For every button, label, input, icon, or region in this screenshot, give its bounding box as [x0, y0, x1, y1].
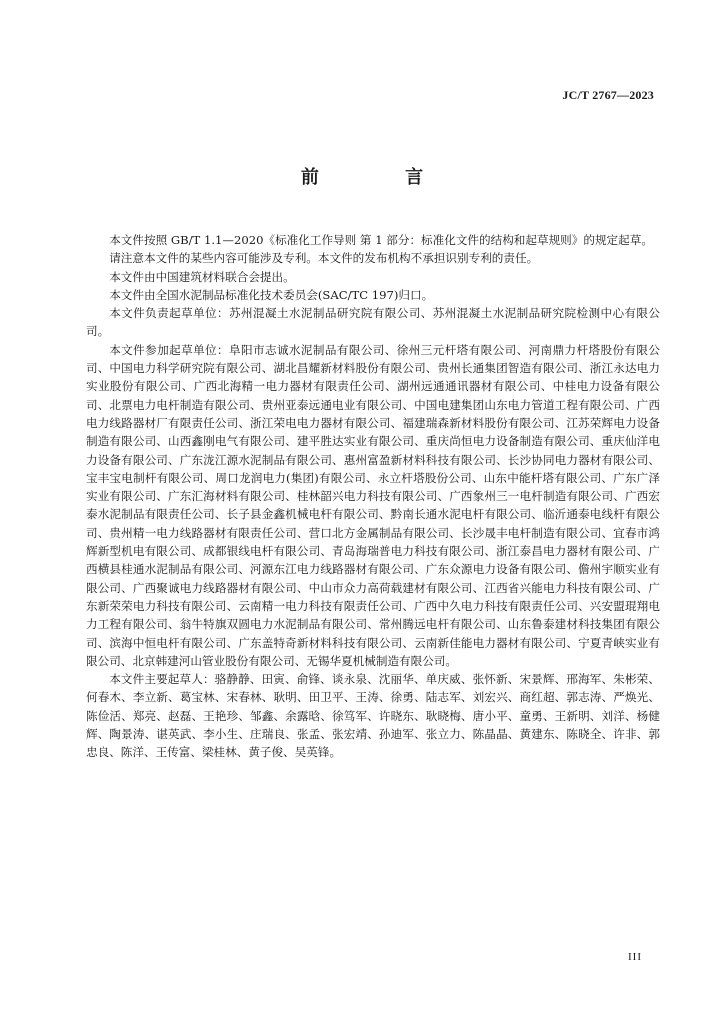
paragraph-participating-units: 本文件参加起草单位：阜阳市志诚水泥制品有限公司、徐州三元杆塔有限公司、河南鼎力杆塔股份有限公司、中国电力科学研究院有限公司、湖北昌耀新材料股份有限公司、贵州长通集团智造有限公司、浙江永达电力实业股份有限公司、广西北海精一电力器材有限责任公司、湖州远通通讯器材有限公司、中桂电力设备有限公司、北票电力电杆制造有限公司、贵州亚泰远通电业有限公司、中国电建集团山东电力管道工程有限公司、广西电力线路器材厂有限责任公司、浙江荣电电力器材有限公司、福建瑞森新材料股份有限公司、江苏荣辉电力设备制造有限公司、山西鑫刚电气有限公司、建平胜达实业有限公司、重庆尚恒电力设备制造有限公司、重庆仙洋电力设备有限公司、广东泷江源水泥制品有限公司、惠州富盈新材料科技有限公司、长沙协同电力器材有限公司、宝丰宝电制杆有限公司、周口龙润电力(集团)有限公司、永立杆塔股份公司、山东中能杆塔有限公司、广东广泽实业有限公司、广东汇海材料有限公司、桂林韶兴电力科技有限公司、广西象州三一电杆制造有限公司、广西宏泰水泥制品有限责任公司、长子县金鑫机械电杆有限公司、黔南长通水泥电杆有限公司、临沂通泰电线杆有限公司、贵州精一电力线路器材有限责任公司、营口北方金属制品有限公司、长沙晟丰电杆制造有限公司、宜春市鸿辉新型机电有限公司、成都银线电杆有限公司、青岛海瑞普电力科技有限公司、浙江泰昌电力器材有限公司、广西横县桂通水泥制品有限公司、河源东江电力线路器材有限公司、广东众源电力设备有限公司、儋州宇顺实业有限公司、广西聚诚电力线路器材有限公司、中山市众力高荷载建材有限公司、江西省兴能电力科技有限公司、广东新荣荣电力科技有限公司、云南精一电力科技有限责任公司、广西中久电力科技有限责任公司、兴安盟琨翔电力工程有限公司、翁牛特旗双圆电力水泥制品有限公司、常州腾远电杆有限公司、山东鲁泰建材科技集团有限公司、滨海中恒电杆有限公司、广东盖特奇新材料科技有限公司、云南新佳能电力器材有限公司、宁夏青峡实业有限公司、北京韩建河山管业股份有限公司、无锡华夏机械制造有限公司。 [86, 342, 660, 668]
standard-code: JC/T 2767—2023 [562, 88, 654, 102]
page-number: III [628, 951, 642, 963]
paragraph-drafting-rules: 本文件按照 GB/T 1.1—2020《标准化工作导则 第 1 部分：标准化文件的结构和起草规则》的规定起草。 [109, 233, 653, 247]
foreword-body [86, 231, 660, 762]
paragraph-main-drafters: 本文件主要起草人：骆静静、田寅、俞锋、谈永泉、沈丽华、单庆威、张怀新、宋景辉、邢海军、朱彬荣、何春木、李立新、葛宝林、宋春林、耿明、田卫平、王涛、徐勇、陆志军、刘宏兴、商红超、郭志涛、严焕光、陈俭活、郑亮、赵磊、王艳珍、邹鑫、余露晗、徐笃军、许晓东、耿晓梅、唐小平、童勇、王新明、刘洋、杨健辉、陶景涛、谌英武、李小生、庄瑞良、张孟、张宏靖、孙迪军、张立力、陈晶晶、黄建东、陈晓全、许非、郭忠良、陈洋、王传富、梁桂林、黄子俊、吴英锋。 [86, 672, 660, 760]
paragraph-patent-notice: 请注意本文件的某些内容可能涉及专利。本文件的发布机构不承担识别专利的责任。 [109, 251, 539, 266]
paragraph-proposer: 本文件由中国建筑材料联合会提出。 [109, 269, 295, 284]
page-title: 前 言 [300, 167, 464, 188]
paragraph-committee: 本文件由全国水泥制品标准化技术委员会(SAC/TC 197)归口。 [109, 287, 434, 302]
paragraph-lead-drafters: 本文件负责起草单位：苏州混凝土水泥制品研究院有限公司、苏州混凝土水泥制品研究院检测中心有限公司。 [86, 306, 660, 339]
